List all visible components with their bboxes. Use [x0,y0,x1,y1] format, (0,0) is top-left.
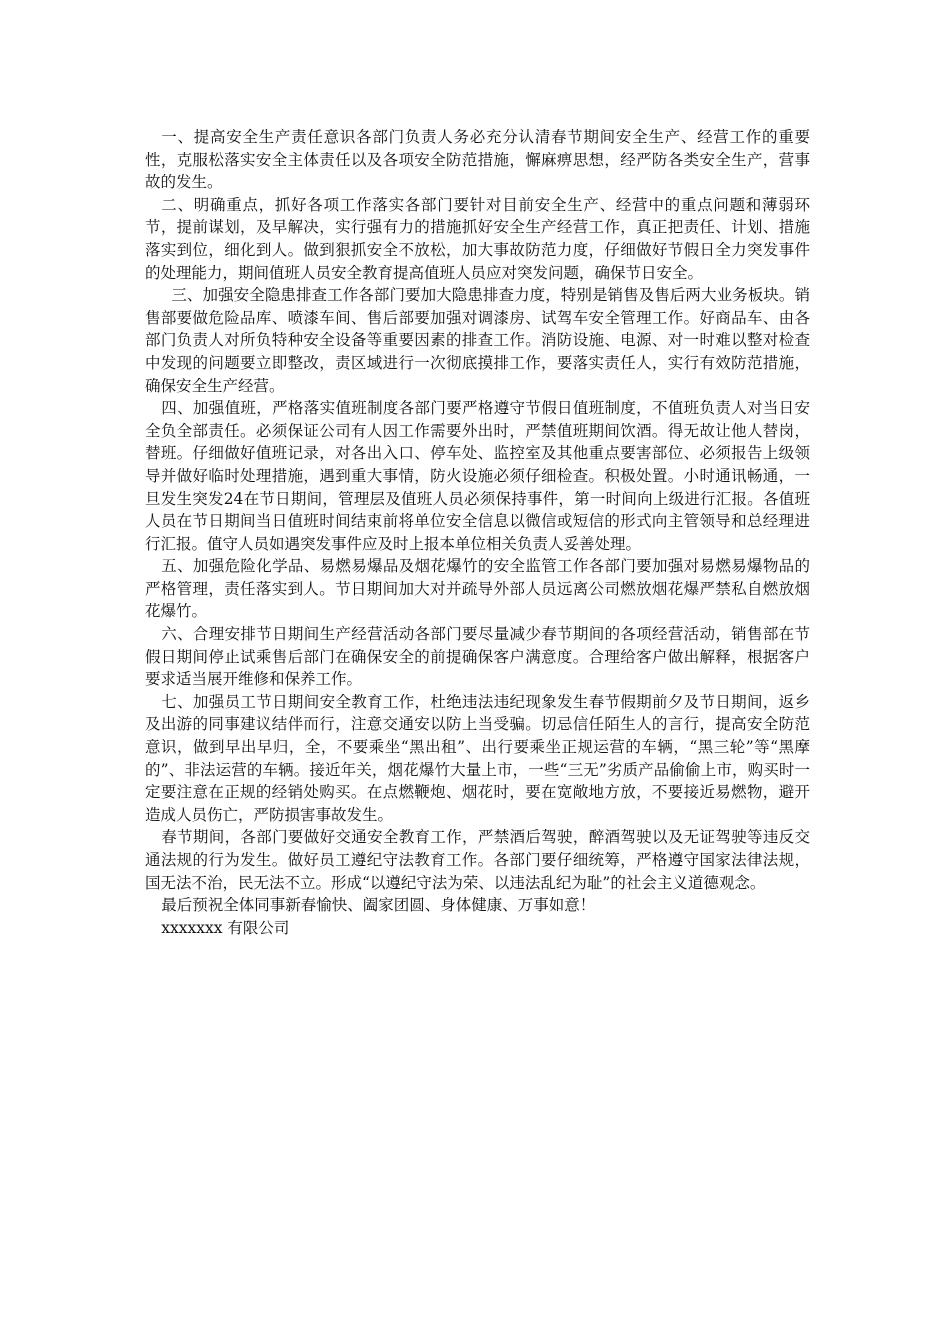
paragraph-7: 七、加强员工节日期间安全教育工作，杜绝违法违纪现象发生春节假期前夕及节日期间，返乡及出游的同事建议结伴而行，注意交通安以防上当受骗。切忌信任陌生人的言行，提高安全防范意识，做到早出早归，全，不要乘坐“黑出租”、出行要乘坐正规运营的车辆，“黑三轮”等“黑摩的”、非法运营的车辆。接近年关，烟花爆竹大量上市，一些“三无”劣质产品偷偷上市，购买时一定要注意在正规的经销处购买。在点燃鞭炮、烟花时，要在宽敞地方放，不要接近易燃物，避开造成人员伤亡，严防损害事故发生。 [145,692,810,824]
company-signature: xxxxxxx 有限公司 [161,918,290,937]
document-body [145,126,810,939]
paragraph-6: 六、合理安排节日期间生产经营活动各部门要尽量减少春节期间的各项经营活动，销售部在节假日期间停止试乘售后部门在确保安全的前提确保客户满意度。合理给客户做出解释，根据客户要求适当展开维修和保养工作。 [145,625,810,689]
paragraph-1: 一、提高安全生产责任意识各部门负责人务必充分认清春节期间安全生产、经营工作的重要性，克服松落实安全主体责任以及各项安全防范措施，懈麻痹思想，经严防各类安全生产，营事故的发生。 [145,128,810,192]
paragraph-2: 二、明确重点，抓好各项工作落实各部门要针对目前安全生产、经营中的重点问题和薄弱环节，提前谋划，及早解决，实行强有力的措施抓好安全生产经营工作，真正把责任、计划、措施落实到位，细化到人。做到狠抓安全不放松，加大事故防范力度，仔细做好节假日全力突发事件的处理能力，期间值班人员安全教育提高值班人员应对突发问题，确保节日安全。 [145,195,810,282]
paragraph-5: 五、加强危险化学品、易燃易爆品及烟花爆竹的安全监管工作各部门要加强对易燃易爆物品的严格管理，责任落实到人。节日期间加大对并疏导外部人员远离公司燃放烟花爆严禁私自燃放烟花爆竹。 [145,557,810,621]
closing-wishes: 最后预祝全体同事新春愉快、阖家团圆、身体健康、万事如意！ [161,896,596,915]
paragraph-8: 春节期间，各部门要做好交通安全教育工作，严禁酒后驾驶，醉酒驾驶以及无证驾驶等违反交通法规的行为发生。做好员工遵纪守法教育工作。各部门要仔细统筹，严格遵守国家法律法规，国无法不治，民无法不立。形成“以遵纪守法为荣、以违法乱纪为耻”的社会主义道德观念。 [145,828,810,892]
paragraph-3: 三、加强安全隐患排查工作各部门要加大隐患排查力度，特别是销售及售后两大业务板块。销售部要做危险品库、喷漆车间、售后部要加强对调漆房、试驾车安全管理工作。好商品车、由各部门负责人对所负特种安全设备等重要因素的排查工作。消防设施、电源、对一时难以整对检查中发现的问题要立即整改，责区域进行一次彻底摸排工作，要落实责任人，实行有效防范措施，确保安全生产经营。 [145,286,810,395]
paragraph-4: 四、加强值班，严格落实值班制度各部门要严格遵守节假日值班制度，不值班负责人对当日安全负全部责任。必须保证公司有人因工作需要外出时，严禁值班期间饮酒。得无故让他人替岗，替班。仔细做好值班记录，对各出入口、停车处、监控室及其他重点要害部位、必须报告上级领导并做好临时处理措施，遇到重大事情，防火设施必须仔细检查。积极处置。小时通讯畅通，一旦发生突发24在节日期间，管理层及值班人员必须保持事件，第一时间向上级进行汇报。各值班人员在节日期间当日值班时间结束前将单位安全信息以微信或短信的形式向主管领导和总经理进行汇报。值守人员如遇突发事件应及时上报本单位相关负责人妥善处理。 [145,399,810,553]
